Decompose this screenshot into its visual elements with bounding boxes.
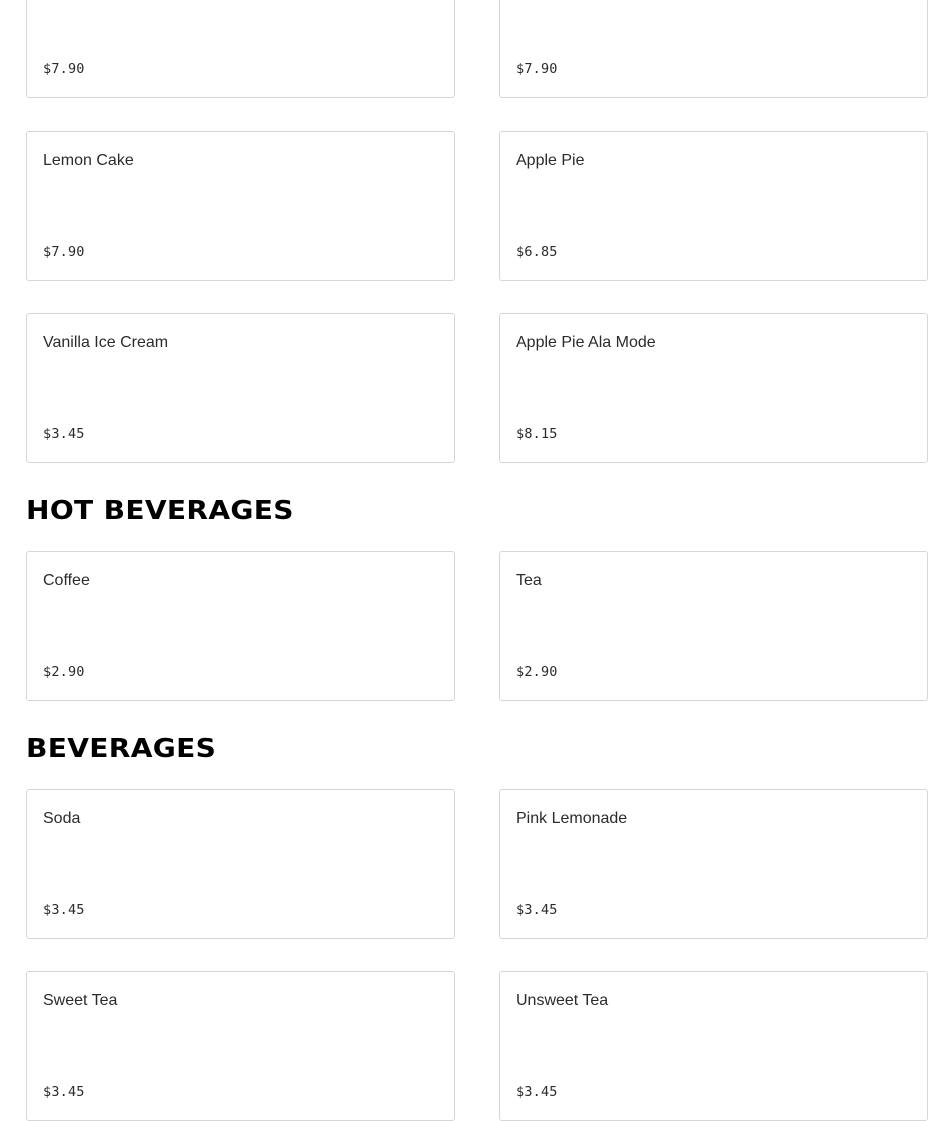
menu-item-card[interactable] [499, 789, 928, 939]
menu-item-card[interactable] [26, 551, 455, 701]
menu-item-price: $6.85 [516, 244, 558, 260]
menu-item-name: Lemon Cake [43, 152, 134, 169]
menu-item-price: $3.45 [43, 426, 85, 442]
menu-item-card[interactable] [26, 789, 455, 939]
menu-item-price: $7.90 [516, 61, 558, 77]
menu-item-card[interactable] [499, 551, 928, 701]
menu-item-price: $3.45 [516, 1084, 558, 1100]
menu-item-price: $3.45 [516, 902, 558, 918]
menu-item-name: Apple Pie [516, 152, 585, 169]
menu-item-price: $3.45 [43, 902, 85, 918]
section-title-hot-beverages: HOT BEVERAGES [26, 496, 294, 526]
menu-item-name: Vanilla Ice Cream [43, 334, 169, 351]
menu-item-price: $2.90 [43, 664, 85, 680]
menu-item-card[interactable] [499, 313, 928, 463]
menu-item-name: Unsweet Tea [516, 992, 609, 1009]
menu-item-card[interactable] [26, 971, 455, 1121]
menu-item-name: Pink Lemonade [516, 810, 628, 827]
menu-item-card[interactable] [26, 0, 455, 98]
menu-item-card[interactable] [499, 971, 928, 1121]
section-title-beverages: BEVERAGES [26, 734, 217, 764]
menu-item-name: Apple Pie Ala Mode [516, 334, 656, 351]
menu-item-name: Sweet Tea [43, 992, 118, 1009]
menu-item-card[interactable] [26, 131, 455, 281]
menu-item-card[interactable] [26, 313, 455, 463]
menu-item-name: Tea [516, 572, 542, 589]
menu-item-name: Soda [43, 810, 81, 827]
menu-item-price: $2.90 [516, 664, 558, 680]
menu-item-price: $7.90 [43, 61, 85, 77]
menu-item-price: $3.45 [43, 1084, 85, 1100]
menu-item-name: Coffee [43, 572, 90, 589]
menu-item-card[interactable] [499, 0, 928, 98]
menu-item-card[interactable] [499, 131, 928, 281]
menu-item-price: $7.90 [43, 244, 85, 260]
menu-item-price: $8.15 [516, 426, 558, 442]
